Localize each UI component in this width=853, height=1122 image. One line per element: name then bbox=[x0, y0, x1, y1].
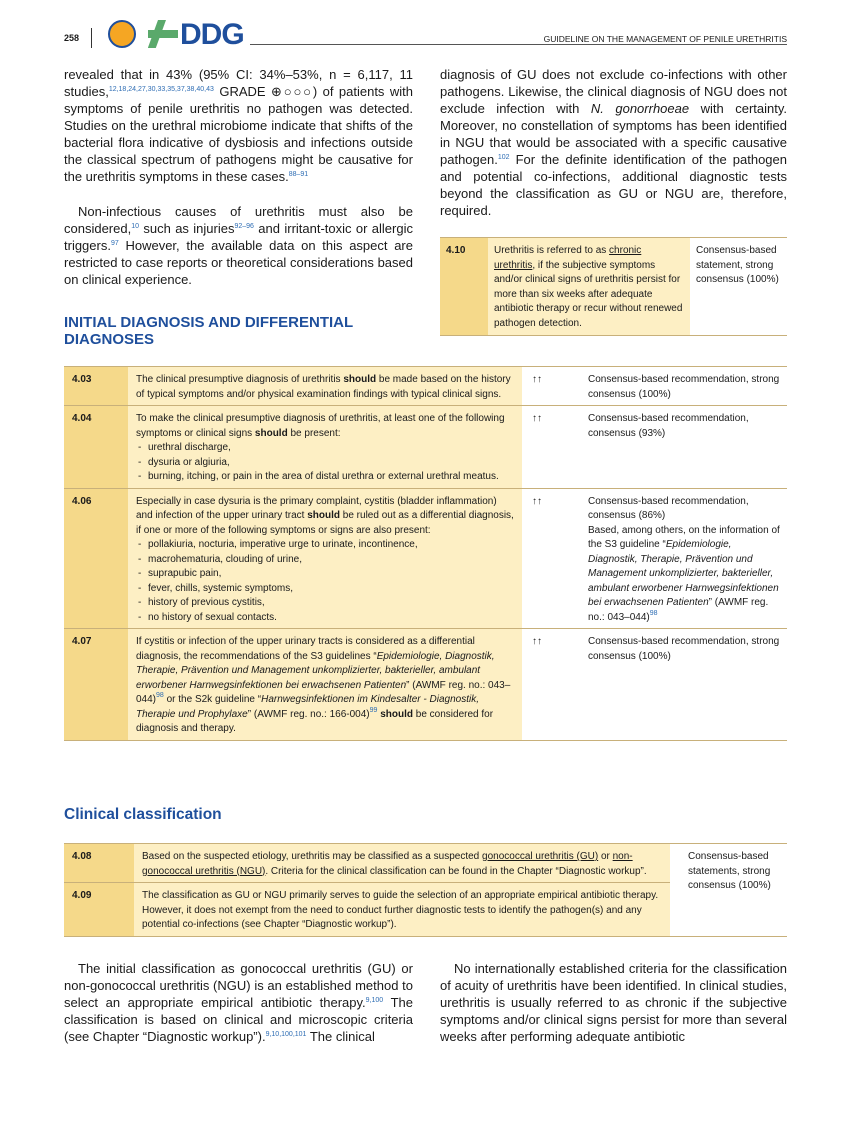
rec-consensus: Consensus-based recommendation, strong consensus (100%) bbox=[588, 374, 780, 400]
rec-consensus: Consensus-based recommendation, strong consensus (100%) bbox=[588, 636, 780, 662]
recommendations-table bbox=[64, 366, 787, 741]
header-rule bbox=[250, 44, 787, 45]
list-item: - history of previous cystitis, bbox=[136, 596, 514, 611]
list-item: - burning, itching, or pain in the area of distal urethra or external urethral meatus. bbox=[136, 470, 514, 485]
list-item: - macrohematuria, clouding of urine, bbox=[136, 553, 514, 568]
table-row bbox=[64, 367, 787, 406]
right-paragraph-1: diagnosis of GU does not exclude co-infections with other pathogens. Likewise, the clinical diagnosis of NGU does not exclude infection with N. gonorrhoeae with certainty. Moreover, no constellation of symptoms has been identified in NGU that would be associated with a specific causative pathogen.$^{102}$ For the definite identification of the pathogen and potential co-infections, additional diagnostic tests beyond the classification as GU or NGU are, therefore, required. bbox=[440, 67, 787, 218]
rec-text: Especially in case dysuria is the primary complaint, cystitis (bladder inflammation) and infection of the upper urinary tract should be ruled out as a differential diagnosis, if one or more of the following symptoms or signs are also present: - pollakiuria, nocturia, imperative urge to urinate, incontinence, - macrohematuria, clouding of urine, - suprapubic pain, - fever, chills, systemic symptoms, - history of previous cystitis, - no history of sexual contacts. bbox=[128, 488, 522, 629]
logo-text: DDG bbox=[180, 18, 244, 51]
bottom-left-paragraph: The initial classification as gonococcal urethritis (GU) or non-gonococcal urethritis (NGU) is an established method to select an appropriate empirical antibiotic therapy.$^{9,100}$ The classification is based on clinical and microscopic criteria (see Chapter “Diagnostic workup”).$^{9,10,100,101}$ The clinical bbox=[64, 961, 413, 1044]
table-row bbox=[64, 488, 787, 629]
statement-consensus: Consensus-based statements, strong consensus (100%) bbox=[688, 851, 771, 891]
list-item: - no history of sexual contacts. bbox=[136, 611, 514, 626]
table-row bbox=[64, 406, 787, 489]
rec-id: 4.06 bbox=[64, 488, 128, 629]
rec-grade: ↑↑ bbox=[532, 495, 542, 507]
table-row bbox=[64, 844, 787, 883]
left-paragraph-2: Non-infectious causes of urethritis must also be considered,$^{10}$ such as injuries$^{92-96}$ and irritant-toxic or allergic triggers.$^{97}$ However, the available data on this aspect are restricted to case reports or theoretical considerations based on clinical experience. bbox=[64, 204, 413, 287]
statement-consensus: Consensus-based statement, strong consensus (100%) bbox=[696, 245, 779, 285]
running-title: GUIDELINE ON THE MANAGEMENT OF PENILE URETHRITIS bbox=[543, 34, 787, 44]
rec-text: The clinical presumptive diagnosis of urethritis should be made based on the history of typical symptoms and/or physical examination findings with typical clinical signs. bbox=[128, 367, 522, 406]
rec-text: To make the clinical presumptive diagnosis of urethritis, at least one of the following symptoms or clinical signs should be present: - urethral discharge, - dysuria or algiuria, - burning, itching, or pain in the area of distal urethra or external urethral meatus. bbox=[128, 406, 522, 489]
list-item: - pollakiuria, nocturia, imperative urge to urinate, incontinence, bbox=[136, 538, 514, 553]
logo-cross-icon bbox=[148, 20, 178, 53]
rec-grade: ↑↑ bbox=[532, 413, 542, 424]
list-item: - urethral discharge, bbox=[136, 441, 514, 456]
rec-id: 4.03 bbox=[64, 367, 128, 406]
rec-id: 4.07 bbox=[64, 629, 128, 740]
header-divider bbox=[91, 28, 92, 48]
list-item: - fever, chills, systemic symptoms, bbox=[136, 582, 514, 597]
classification-table bbox=[64, 843, 787, 937]
section-title-clinical-classification: Clinical classification bbox=[64, 806, 222, 823]
table-row bbox=[64, 629, 787, 740]
section-title-initial-diagnosis: INITIAL DIAGNOSIS AND DIFFERENTIAL DIAGNOSES bbox=[64, 314, 353, 348]
statement-box-4-10 bbox=[440, 237, 787, 336]
page-number: 258 bbox=[64, 33, 80, 43]
statement-text: The classification as GU or NGU primarily serves to guide the selection of an appropriate empirical antibiotic therapy. However, it does not exempt from the need to conduct further diagnostic tests to identify the pathogen(s) and any potential co-infections (see Chapter “Diagnostic workup”). bbox=[134, 883, 670, 936]
list-item: - dysuria or algiuria, bbox=[136, 456, 514, 471]
statement-id: 4.08 bbox=[64, 844, 134, 883]
rec-text: If cystitis or infection of the upper urinary tracts is considered as a differential diagnosis, the recommendations of the S3 guidelines “Epidemiologie, Diagnostik, Therapie, Prävention und Management unkomplizierter, bakterieller, ambulant erworbener Harnwegsinfektionen bei erwachsenen Patienten” (AWMF reg. no.: 043–044)$^{98}$ or the S2k guideline “Harnwegsinfektionen im Kindesalter - Diagnostik, Therapie und Prophylaxe” (AWMF reg. no.: 166-004)$^{99}$ should be considered for diagnosis and therapy. bbox=[128, 629, 522, 740]
logo-circle-icon bbox=[108, 20, 136, 48]
rec-grade: ↑↑ bbox=[532, 374, 542, 385]
rec-id: 4.04 bbox=[64, 406, 128, 489]
list-item: - suprapubic pain, bbox=[136, 567, 514, 582]
statement-text: Based on the suspected etiology, urethritis may be classified as a suspected gonococcal urethritis (GU) or non-gonococcal urethritis (NGU). Criteria for the clinical classification can be found in the Chapter “Diagnostic workup”. bbox=[134, 844, 670, 883]
rec-consensus: Consensus-based recommendation, consensus (86%) Based, among others, on the information of the S3 guideline “Epidemiologie, Diagnostik, Therapie, Prävention und Management unkomplizierter, bakterieller, ambulant erworbener Harnwegsinfektionen bei erwachsenen Patienten” (AWMF reg. no.: 043–044)$^{98}$ bbox=[588, 495, 780, 623]
rec-grade: ↑↑ bbox=[532, 636, 542, 647]
statement-id: 4.10 bbox=[440, 238, 488, 335]
statement-text: Urethritis is referred to as chronic urethritis, if the subjective symptoms and/or clinical signs of urethritis persist for more than six weeks after adequate antibiotic therapy or recur without renewed pathogen detection. bbox=[488, 238, 690, 335]
rec-consensus: Consensus-based recommendation, consensus (93%) bbox=[588, 413, 749, 439]
left-paragraph-1: revealed that in 43% (95% CI: 34%–53%, n = 6,117, 11 studies,$^{12,18,24,27,30,33,35,37,38,40,43}$ GRADE ⊕○○○) of patients with symptoms of penile urethritis no pathogen was detected. Studies on the urethral microbiome indicate that shifts of the bacterial flora indicative of dysbiosis and infections outside the classical spectrum of pathogens might be causative for the urethritis symptoms in these cases.$^{88-91}$ bbox=[64, 67, 413, 184]
statement-id: 4.09 bbox=[64, 883, 134, 936]
bottom-right-paragraph: No internationally established criteria for the classification of acuity of urethritis have been identified. In clinical studies, urethritis is usually referred to as chronic if the subjective symptoms and/or clinical signs persist for more than several weeks after performing adequate antibiotic bbox=[440, 961, 787, 1044]
